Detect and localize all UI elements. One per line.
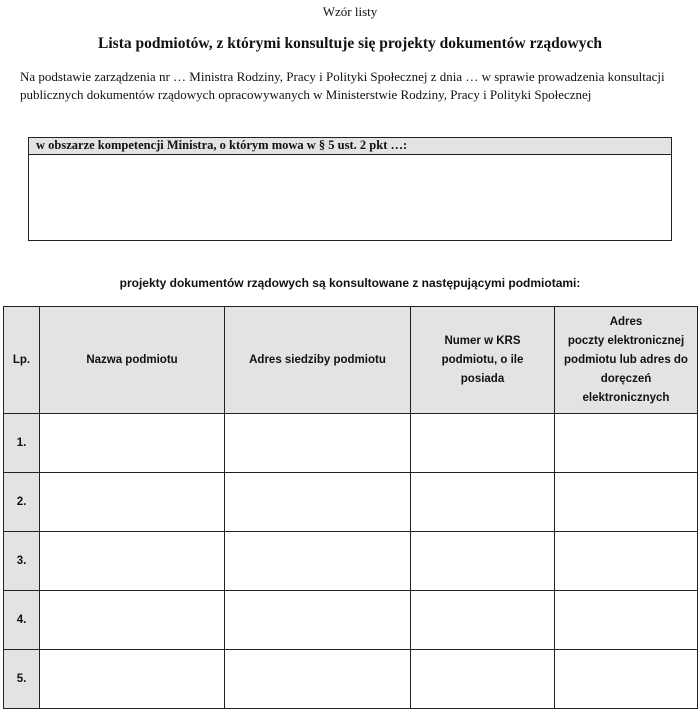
cell-krs[interactable] <box>411 414 555 473</box>
cell-email[interactable] <box>555 414 698 473</box>
header-krs <box>411 307 555 414</box>
row-number: 2. <box>4 473 40 532</box>
intro-paragraph <box>20 68 688 104</box>
cell-address[interactable] <box>225 591 411 650</box>
table-row <box>4 591 698 650</box>
table-row <box>4 473 698 532</box>
row-number: 4. <box>4 591 40 650</box>
header-krs-line: podmiotu, o ile <box>441 353 524 366</box>
cell-name[interactable] <box>40 650 225 709</box>
cell-address[interactable] <box>225 650 411 709</box>
competence-box[interactable] <box>28 137 672 241</box>
table-row <box>4 532 698 591</box>
cell-name[interactable] <box>40 414 225 473</box>
cell-krs[interactable] <box>411 532 555 591</box>
header-email-line: Adres <box>609 315 643 328</box>
template-label: Wzór listy <box>322 4 378 19</box>
cell-address[interactable] <box>225 532 411 591</box>
intro-line: Na podstawie zarządzenia nr … Ministra Rodziny, Pracy i Polityki Społecznej z dnia … w sprawie prowadzenia konsultacji <box>20 69 665 84</box>
header-lp: Lp. <box>4 307 40 414</box>
cell-email[interactable] <box>555 591 698 650</box>
cell-email[interactable] <box>555 473 698 532</box>
cell-address[interactable] <box>225 414 411 473</box>
table-header-row <box>4 307 698 414</box>
cell-krs[interactable] <box>411 473 555 532</box>
table-row <box>4 650 698 709</box>
entities-table <box>3 306 698 709</box>
competence-box-label: w obszarze kompetencji Ministra, o którym mowa w § 5 ust. 2 pkt …: <box>29 138 671 155</box>
cell-name[interactable] <box>40 532 225 591</box>
cell-krs[interactable] <box>411 650 555 709</box>
cell-address[interactable] <box>225 473 411 532</box>
table-row <box>4 414 698 473</box>
row-number: 5. <box>4 650 40 709</box>
consultation-caption: projekty dokumentów rządowych są konsultowane z następującymi podmiotami: <box>119 276 581 290</box>
header-krs-line: posiada <box>460 372 505 385</box>
header-email-line: elektronicznych <box>582 391 670 404</box>
header-email-line: doręczeń <box>600 372 652 385</box>
row-number: 1. <box>4 414 40 473</box>
header-email <box>555 307 698 414</box>
header-name: Nazwa podmiotu <box>40 307 225 414</box>
row-number: 3. <box>4 532 40 591</box>
header-email-line: podmiotu lub adres do <box>564 353 688 366</box>
header-krs-line: Numer w KRS <box>444 334 521 347</box>
cell-name[interactable] <box>40 473 225 532</box>
cell-email[interactable] <box>555 532 698 591</box>
header-address: Adres siedziby podmiotu <box>225 307 411 414</box>
cell-email[interactable] <box>555 650 698 709</box>
intro-line: publicznych dokumentów rządowych opracowywanych w Ministerstwie Rodziny, Pracy i Polityki Społecznej <box>20 87 592 102</box>
cell-krs[interactable] <box>411 591 555 650</box>
header-email-line: poczty elektronicznej <box>567 334 685 347</box>
document-title: Lista podmiotów, z którymi konsultuje się projekty dokumentów rządowych <box>98 35 602 52</box>
cell-name[interactable] <box>40 591 225 650</box>
